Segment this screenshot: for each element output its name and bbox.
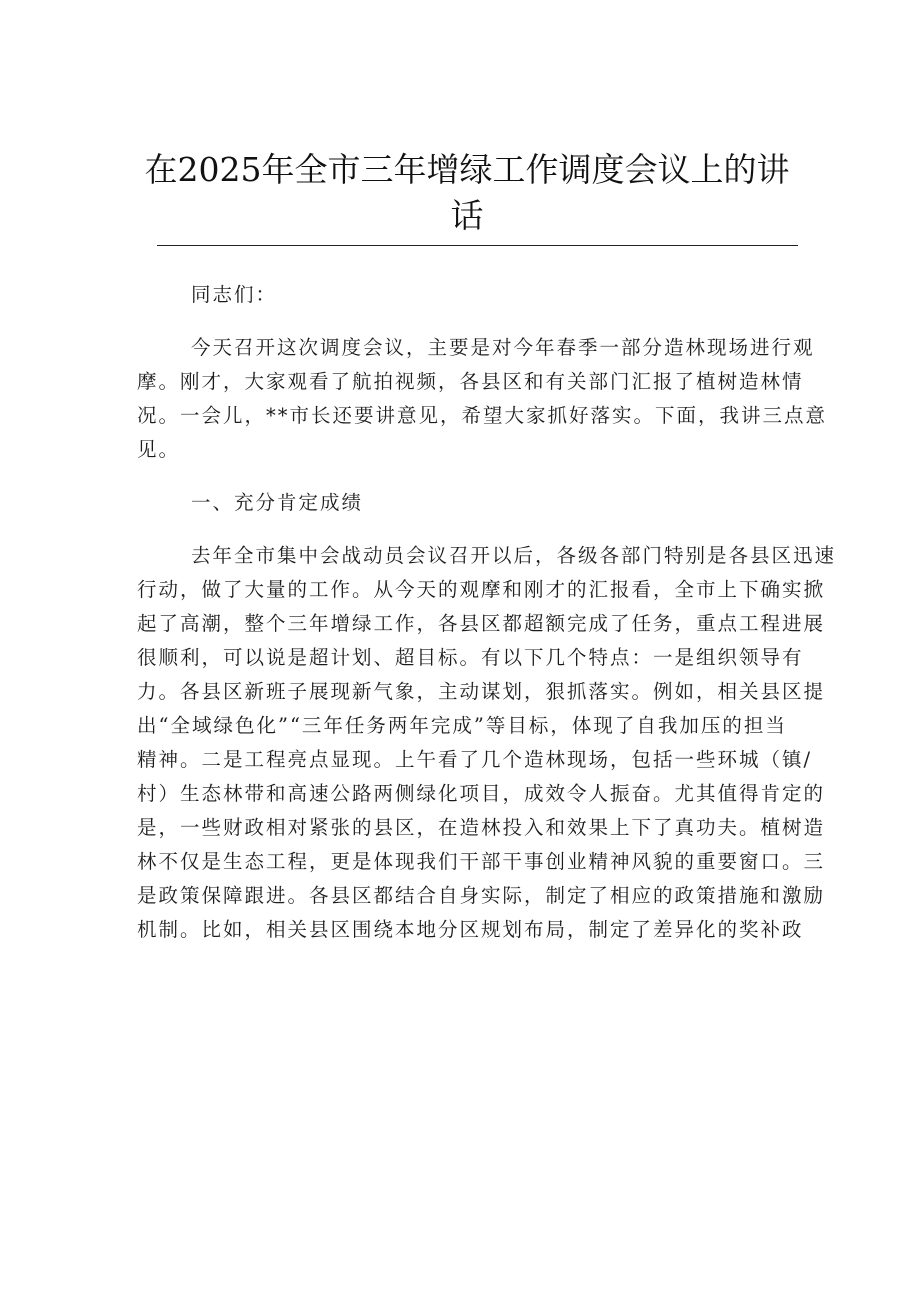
- paragraph-line: 是，一些财政相对紧张的县区，在造林投入和效果上下了真功夫。植树造: [137, 816, 826, 839]
- title-underline: [157, 245, 798, 246]
- paragraph-line: 见。: [137, 438, 181, 461]
- title-line-2: 话: [450, 196, 484, 235]
- paragraph-line: 力。各县区新班子展现新气象，主动谋划，狠抓落实。例如，相关县区提: [137, 680, 826, 703]
- greeting: 同志们：: [191, 283, 278, 306]
- paragraph-line: 精神。二是工程亮点显现。上午看了几个造林现场，包括一些环城（镇/: [137, 748, 813, 771]
- paragraph-line: 是政策保障跟进。各县区都结合自身实际，制定了相应的政策措施和激励: [137, 884, 826, 907]
- paragraph-line: 林不仅是生态工程，更是体现我们干部干事创业精神风貌的重要窗口。三: [137, 850, 826, 873]
- title-line-1: 在2025年全市三年增绿工作调度会议上的讲: [144, 150, 790, 189]
- paragraph-line: 去年全市集中会战动员会议召开以后，各级各部门特别是各县区迅速: [191, 544, 837, 567]
- paragraph-1: [137, 331, 828, 467]
- section-heading-1: 一、充分肯定成绩: [191, 491, 364, 514]
- document-body: [137, 278, 837, 947]
- paragraph-line: 出“全域绿色化”“三年任务两年完成”等目标，体现了自我加压的担当: [137, 714, 787, 737]
- paragraph-line: 今天召开这次调度会议，主要是对今年春季一部分造林现场进行观: [191, 336, 815, 359]
- paragraph-line: 很顺利，可以说是超计划、超目标。有以下几个特点：一是组织领导有: [137, 646, 804, 669]
- paragraph-line: 摩。刚才，大家观看了航拍视频，各县区和有关部门汇报了植树造林情: [137, 370, 804, 393]
- document-title: [137, 150, 797, 236]
- paragraph-2: [137, 539, 837, 947]
- paragraph-line: 村）生态林带和高速公路两侧绿化项目，成效令人振奋。尤其值得肯定的: [137, 782, 826, 805]
- paragraph-line: 行动，做了大量的工作。从今天的观摩和刚才的汇报看，全市上下确实掀: [137, 578, 826, 601]
- paragraph-line: 起了高潮，整个三年增绿工作，各县区都超额完成了任务，重点工程进展: [137, 612, 826, 635]
- paragraph-line: 况。一会儿，**市长还要讲意见，希望大家抓好落实。下面，我讲三点意: [137, 404, 828, 427]
- paragraph-line: 机制。比如，相关县区围绕本地分区规划布局，制定了差异化的奖补政: [137, 918, 804, 941]
